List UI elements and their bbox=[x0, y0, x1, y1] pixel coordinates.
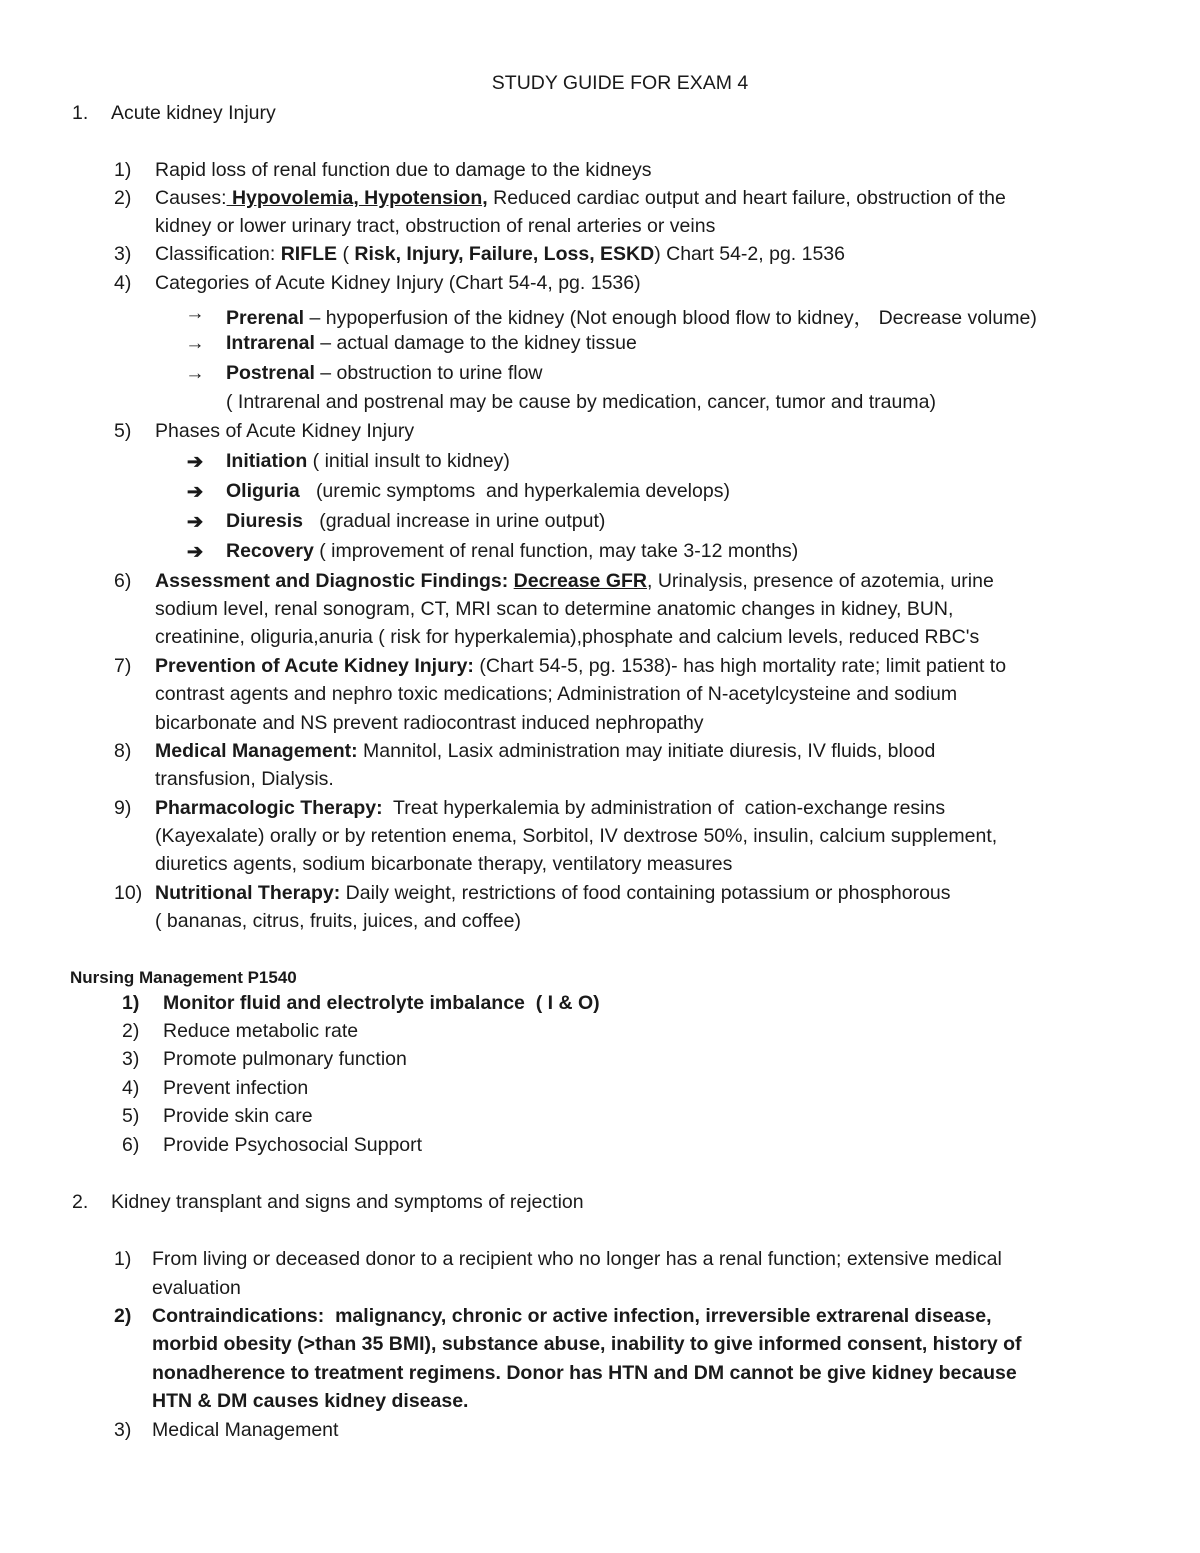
item-7-line-3: bicarbonate and NS prevent radiocontrast induced nephropathy bbox=[155, 712, 704, 734]
phase-initiation: Initiation ( initial insult to kidney) bbox=[226, 450, 510, 472]
section-1-heading: Acute kidney Injury bbox=[111, 102, 276, 124]
item-5-text: Phases of Acute Kidney Injury bbox=[155, 420, 415, 442]
nursing-item-2-text: Reduce metabolic rate bbox=[163, 1020, 359, 1042]
item-6-line-3: creatinine, oliguria,anuria ( risk for hyperkalemia),phosphate and calcium levels, reduced RBC's bbox=[155, 626, 980, 648]
item-8-number: 8) bbox=[114, 740, 132, 762]
transplant-item-3-number: 3) bbox=[114, 1419, 132, 1441]
item-3-number: 3) bbox=[114, 243, 132, 265]
transplant-item-2-number: 2) bbox=[114, 1305, 132, 1327]
phase-diuresis: Diuresis (gradual increase in urine output) bbox=[226, 510, 606, 532]
item-3-text: Classification: RIFLE ( Risk, Injury, Failure, Loss, ESKD) Chart 54-2, pg. 1536 bbox=[155, 243, 846, 265]
item-9-line-2: (Kayexalate) orally or by retention enema, Sorbitol, IV dextrose 50%, insulin, calcium supplement, bbox=[155, 825, 998, 847]
contraindications-line-1: Contraindications: malignancy, chronic or active infection, irreversible extrarenal disease, bbox=[152, 1305, 992, 1327]
phase-oliguria: Oliguria (uremic symptoms and hyperkalemia develops) bbox=[226, 480, 730, 502]
item-6-line-1: Assessment and Diagnostic Findings: Decrease GFR, Urinalysis, presence of azotemia, urine bbox=[155, 570, 994, 592]
item-10-line-1: Nutritional Therapy: Daily weight, restrictions of food containing potassium or phosphorous bbox=[155, 882, 951, 904]
causes-highlight: Hypovolemia, Hypotension, bbox=[226, 187, 488, 209]
item-6-number: 6) bbox=[114, 570, 132, 592]
item-10-line-2: ( bananas, citrus, fruits, juices, and coffee) bbox=[155, 910, 521, 932]
transplant-item-1-number: 1) bbox=[114, 1248, 132, 1270]
phase-recovery: Recovery ( improvement of renal function, may take 3-12 months) bbox=[226, 540, 799, 562]
nursing-item-1-text: Monitor fluid and electrolyte imbalance ( I & O) bbox=[163, 992, 600, 1014]
arrow-right-icon: → bbox=[185, 332, 205, 354]
nursing-item-4-text: Prevent infection bbox=[163, 1077, 309, 1099]
bold-arrow-icon: ➔ bbox=[186, 541, 204, 563]
section-2-number: 2. bbox=[72, 1191, 89, 1213]
item-7-line-1: Prevention of Acute Kidney Injury: (Chart 54-5, pg. 1538)- has high mortality rate; limit patient to bbox=[155, 655, 1007, 677]
item-6-line-2: sodium level, renal sonogram, CT, MRI scan to determine anatomic changes in kidney, BUN, bbox=[155, 598, 954, 620]
item-8-line-1: Medical Management: Mannitol, Lasix administration may initiate diuresis, IV fluids, blood bbox=[155, 740, 936, 762]
transplant-item-3-text: Medical Management bbox=[152, 1419, 339, 1441]
item-4-text: Categories of Acute Kidney Injury (Chart 54-4, pg. 1536) bbox=[155, 272, 641, 294]
nursing-item-1-number: 1) bbox=[122, 992, 140, 1014]
item-1-text: Rapid loss of renal function due to damage to the kidneys bbox=[155, 159, 652, 181]
bold-arrow-icon: ➔ bbox=[186, 511, 204, 533]
bold-arrow-icon: ➔ bbox=[186, 481, 204, 503]
item-10-number: 10) bbox=[114, 882, 143, 904]
item-9-number: 9) bbox=[114, 797, 132, 819]
nursing-item-2-number: 2) bbox=[122, 1020, 140, 1042]
category-intrarenal: Intrarenal – actual damage to the kidney tissue bbox=[226, 332, 637, 354]
nursing-item-3-text: Promote pulmonary function bbox=[163, 1048, 407, 1070]
arrow-right-icon: → bbox=[185, 302, 205, 324]
nursing-item-6-number: 6) bbox=[122, 1134, 140, 1156]
contraindications-line-2: morbid obesity (>than 35 BMI), substance abuse, inability to give informed consent, history of bbox=[152, 1333, 1022, 1355]
nursing-item-5-number: 5) bbox=[122, 1105, 140, 1127]
category-note: ( Intrarenal and postrenal may be cause by medication, cancer, tumor and trauma) bbox=[226, 391, 936, 413]
section-2-heading: Kidney transplant and signs and symptoms of rejection bbox=[111, 1191, 584, 1213]
contraindications-line-3: nonadherence to treatment regimens. Donor has HTN and DM cannot be give kidney because bbox=[152, 1362, 1017, 1384]
category-postrenal: Postrenal – obstruction to urine flow bbox=[226, 362, 543, 384]
item-9-line-3: diuretics agents, sodium bicarbonate therapy, ventilatory measures bbox=[155, 853, 733, 875]
item-2-line-2: kidney or lower urinary tract, obstruction of renal arteries or veins bbox=[155, 215, 716, 237]
item-7-number: 7) bbox=[114, 655, 132, 677]
item-9-line-1: Pharmacologic Therapy: Treat hyperkalemia by administration of cation-exchange resins bbox=[155, 797, 946, 819]
item-7-line-2: contrast agents and nephro toxic medications; Administration of N-acetylcysteine and sodium bbox=[155, 683, 958, 705]
item-5-number: 5) bbox=[114, 420, 132, 442]
nursing-item-4-number: 4) bbox=[122, 1077, 140, 1099]
transplant-item-1-line-1: From living or deceased donor to a recipient who no longer has a renal function; extensive medical bbox=[152, 1248, 1002, 1270]
section-1-number: 1. bbox=[72, 102, 89, 124]
arrow-right-icon: → bbox=[185, 362, 205, 384]
nursing-item-6-text: Provide Psychosocial Support bbox=[163, 1134, 423, 1156]
nursing-item-5-text: Provide skin care bbox=[163, 1105, 313, 1127]
contraindications-line-4: HTN & DM causes kidney disease. bbox=[152, 1390, 469, 1412]
transplant-item-1-line-2: evaluation bbox=[152, 1277, 241, 1299]
item-2-number: 2) bbox=[114, 187, 132, 209]
nursing-item-3-number: 3) bbox=[122, 1048, 140, 1070]
page-title: STUDY GUIDE FOR EXAM 4 bbox=[491, 72, 749, 94]
item-1-number: 1) bbox=[114, 159, 132, 181]
item-2-line-1: Causes: Hypovolemia, Hypotension, Reduced cardiac output and heart failure, obstruction of the bbox=[155, 187, 1006, 209]
bold-arrow-icon: ➔ bbox=[186, 451, 204, 473]
category-prerenal: Prerenal – hypoperfusion of the kidney (Not enough blood flow to kidney， Decrease volume) bbox=[226, 307, 1037, 329]
item-8-line-2: transfusion, Dialysis. bbox=[155, 768, 334, 790]
item-4-number: 4) bbox=[114, 272, 132, 294]
nursing-heading: Nursing Management P1540 bbox=[70, 968, 297, 987]
